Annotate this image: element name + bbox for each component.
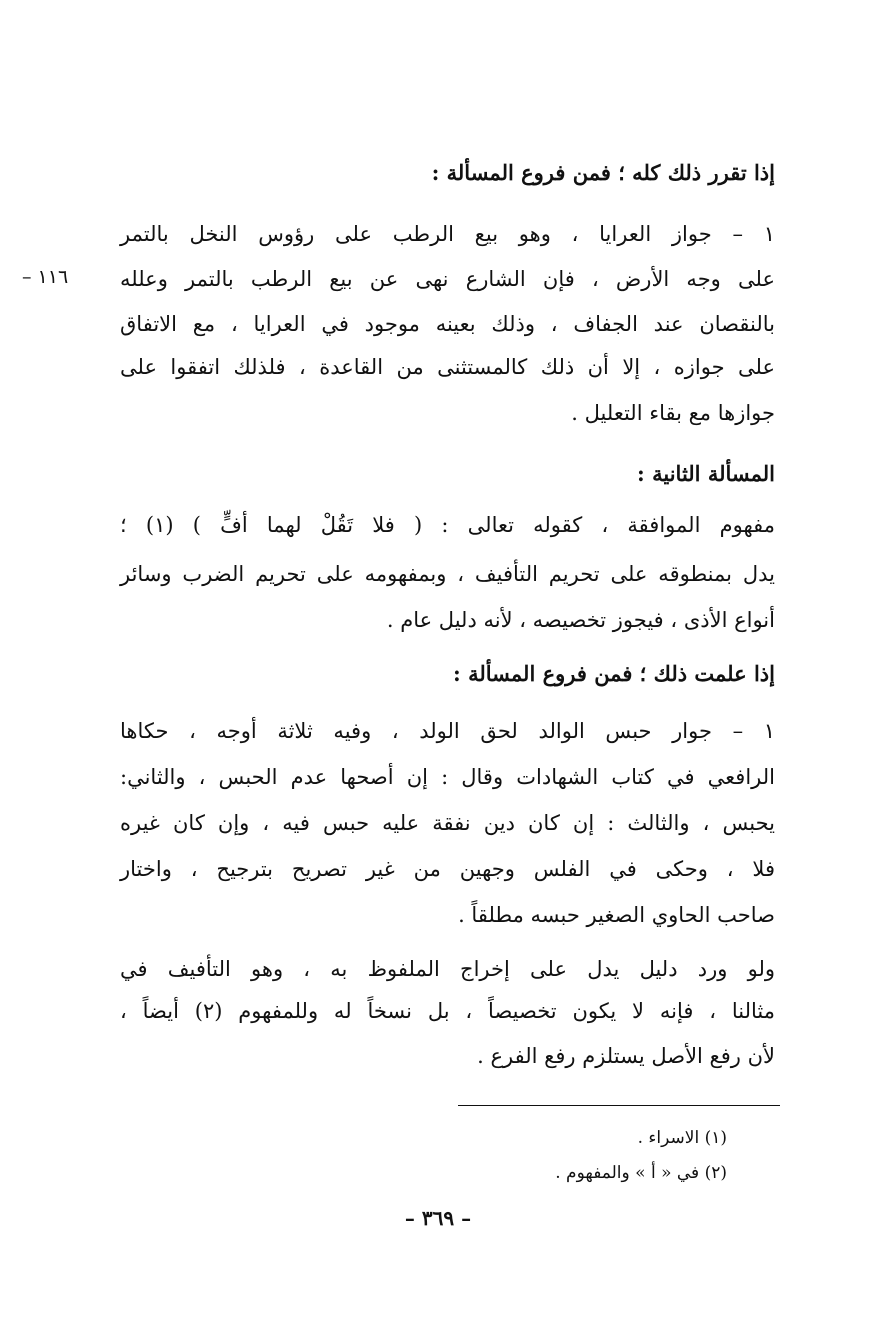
paragraph-line: ولو ورد دليل يدل على إخراج الملفوظ به ، وهو التأفيف في bbox=[120, 957, 775, 981]
paragraph-line: على جوازه ، إلا أن ذلك كالمستثنى من القاعدة ، فلذلك اتفقوا على bbox=[120, 355, 775, 379]
paragraph-line: ١ – جواز العرايا ، وهو بيع الرطب على رؤوس النخل بالتمر bbox=[120, 222, 775, 246]
margin-note: ١١٦ – bbox=[22, 266, 69, 288]
paragraph-line: الرافعي في كتاب الشهادات وقال : إن أصحها عدم الحبس ، والثاني: bbox=[120, 765, 775, 789]
section-heading-1: إذا تقرر ذلك كله ؛ فمن فروع المسألة : bbox=[431, 160, 775, 185]
footnote-2: (٢) في « أ » والمفهوم . bbox=[555, 1163, 727, 1183]
section-heading-3: إذا علمت ذلك ؛ فمن فروع المسألة : bbox=[453, 661, 775, 686]
paragraph-line: يدل بمنطوقه على تحريم التأفيف ، وبمفهومه على تحريم الضرب وسائر bbox=[120, 562, 775, 586]
paragraph-line: ١ – جوار حبس الوالد لحق الولد ، وفيه ثلاثة أوجه ، حكاها bbox=[120, 719, 775, 743]
footnote-rule bbox=[458, 1105, 780, 1106]
paragraph-line: فلا ، وحكى في الفلس وجهين من غير تصريح بترجيح ، واختار bbox=[120, 857, 775, 881]
paragraph-line: جوازها مع بقاء التعليل . bbox=[571, 401, 775, 425]
paragraph-line: مثالنا ، فإنه لا يكون تخصيصاً ، بل نسخاً له وللمفهوم (٢) أيضاً ، bbox=[120, 999, 775, 1023]
paragraph-line: أنواع الأذى ، فيجوز تخصيصه ، لأنه دليل عام . bbox=[386, 608, 775, 632]
paragraph-line: على وجه الأرض ، فإن الشارع نهى عن بيع الرطب بالتمر وعلله bbox=[120, 267, 775, 291]
page-number: – ٣٦٩ – bbox=[404, 1206, 472, 1230]
paragraph-line: يحبس ، والثالث : إن كان دين نفقة عليه حبس فيه ، وإن كان غيره bbox=[120, 811, 775, 835]
footnote-1: (١) الاسراء . bbox=[637, 1128, 727, 1148]
paragraph-line: لأن رفع الأصل يستلزم رفع الفرع . bbox=[477, 1044, 775, 1068]
paragraph-line: صاحب الحاوي الصغير حبسه مطلقاً . bbox=[458, 903, 775, 927]
section-heading-2: المسألة الثانية : bbox=[637, 461, 775, 486]
paragraph-line: بالنقصان عند الجفاف ، وذلك بعينه موجود في العرايا ، مع الاتفاق bbox=[120, 312, 775, 336]
paragraph-line: مفهوم الموافقة ، كقوله تعالى : ( فلا تَقُلْ لهما أفٍّ ) (١) ؛ bbox=[120, 513, 775, 537]
